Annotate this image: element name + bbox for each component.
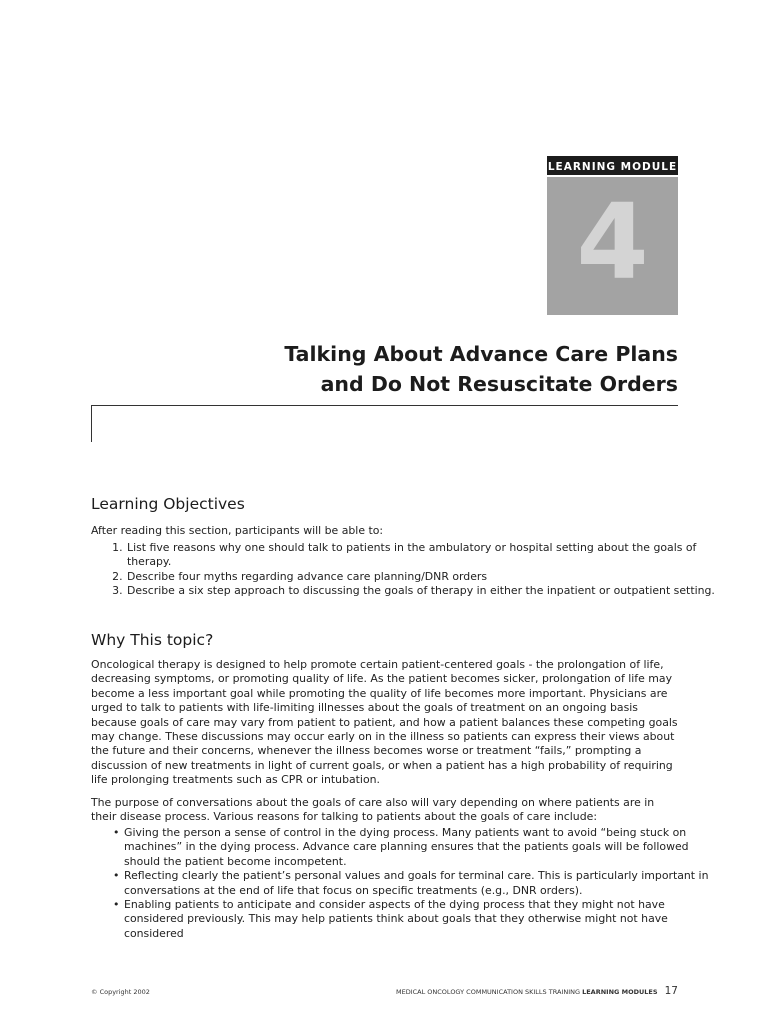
learning-objectives-heading: Learning Objectives xyxy=(91,495,245,513)
module-number-box xyxy=(547,177,678,315)
why-this-topic-paragraph-2: The purpose of conversations about the goals of care also will vary depending on where patients are in their disease process. Various reasons for talking to patients about the goals of care include: xyxy=(91,796,655,824)
copyright-notice: © Copyright 2002 xyxy=(91,988,150,996)
footer-series-bold: LEARNING MODULES xyxy=(582,988,658,996)
objective-item: 3. Describe a six step approach to discussing the goals of therapy in either the inpatient or outpatient setting. xyxy=(126,584,726,598)
learning-objectives-list xyxy=(91,541,726,599)
goal-list-item: • Enabling patients to anticipate and consider aspects of the dying process that they might not have considered previously. This may help patients think about goals that they otherwise might not have considered xyxy=(124,898,714,941)
title-divider xyxy=(91,405,678,406)
page-title-line-2: and Do Not Resuscitate Orders xyxy=(320,372,678,396)
objective-item: 2. Describe four myths regarding advance care planning/DNR orders xyxy=(126,570,726,584)
goal-list-item: • Reflecting clearly the patient’s personal values and goals for terminal care. This is particularly important in conversations at the end of life that focus on specific treatments (e.g., DNR orders). xyxy=(124,869,714,898)
page-title-line-1: Talking About Advance Care Plans xyxy=(284,342,678,366)
why-this-topic-paragraph-1: Oncological therapy is designed to help promote certain patient-centered goals - the prolongation of life, decreasing symptoms, or promoting quality of life. As the patient becomes sicker, prolongation of life may become a less important goal while promoting the quality of life becomes more important. Physicians are urged to talk to patients with life-limiting illnesses about the goals of treatment on an ongoing basis because goals of care may vary from patient to patient, and how a patient balances these competing goals may change. These discussions may occur early on in the illness so patients can express their views about the future and their concerns, whenever the illness becomes worse or treatment “fails,” prompting a discussion of new treatments in light of current goals, or when a patient has a high probability of requiring life prolonging treatments such as CPR or intubation. xyxy=(91,658,678,787)
page-number: 17 xyxy=(664,985,678,997)
page-title xyxy=(158,339,678,399)
goals-of-care-list xyxy=(91,826,714,941)
objective-item: 1. List five reasons why one should talk to patients in the ambulatory or hospital setting about the goals of therapy. xyxy=(126,541,726,570)
learning-objectives-intro: After reading this section, participants will be able to: xyxy=(91,524,384,537)
goal-list-item: • Giving the person a sense of control in the dying process. Many patients want to avoid “being stuck on machines” in the dying process. Advance care planning ensures that the patients goals will be followed should the patient become incompetent. xyxy=(124,826,714,869)
module-label: LEARNING MODULE xyxy=(547,156,678,175)
title-divider-tick xyxy=(91,405,92,442)
module-number: 4 xyxy=(576,181,649,303)
page-footer xyxy=(396,985,678,997)
why-this-topic-heading: Why This topic? xyxy=(91,631,214,649)
footer-series-title: MEDICAL ONCOLOGY COMMUNICATION SKILLS TRAINING xyxy=(395,988,581,996)
